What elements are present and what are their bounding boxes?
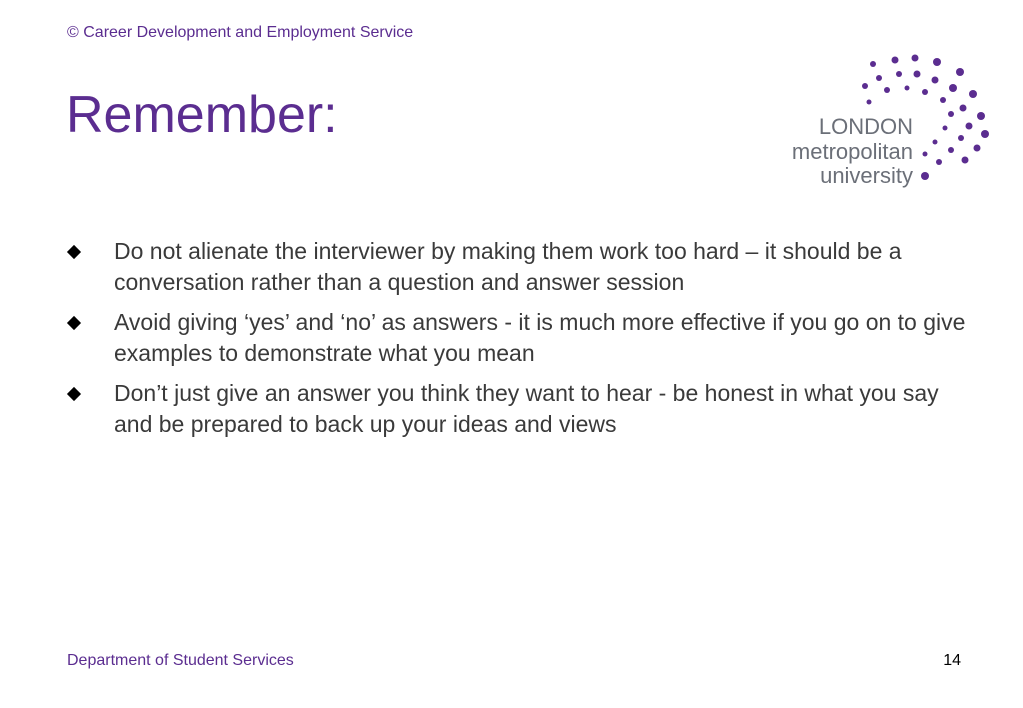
diamond-bullet-icon: [67, 245, 81, 259]
logo-line-metropolitan: metropolitan: [791, 139, 913, 164]
university-logo: [775, 50, 995, 195]
list-item: [66, 378, 966, 440]
copyright-note: © Career Development and Employment Service: [67, 24, 414, 41]
logo-line-london: LONDON: [818, 114, 913, 139]
diamond-bullet-icon: [67, 387, 81, 401]
slide-title: Remember:: [66, 86, 338, 144]
diamond-bullet-icon: [67, 316, 81, 330]
bullet-text: Do not alienate the interviewer by making them work too hard – it should be a conversation rather than a question and answer session: [114, 238, 902, 295]
footer-department: Department of Student Services: [67, 652, 294, 669]
logo-line-university: university: [820, 163, 913, 188]
page-number: 14: [943, 652, 961, 669]
list-item: [66, 307, 966, 369]
bullet-text: Don’t just give an answer you think they want to hear - be honest in what you say and be prepared to back up your ideas and views: [114, 380, 939, 437]
list-item: [66, 236, 966, 298]
bullet-text: Avoid giving ‘yes’ and ‘no’ as answers - it is much more effective if you go on to give examples to demonstrate what you mean: [114, 309, 966, 366]
bullet-list: [66, 236, 966, 449]
